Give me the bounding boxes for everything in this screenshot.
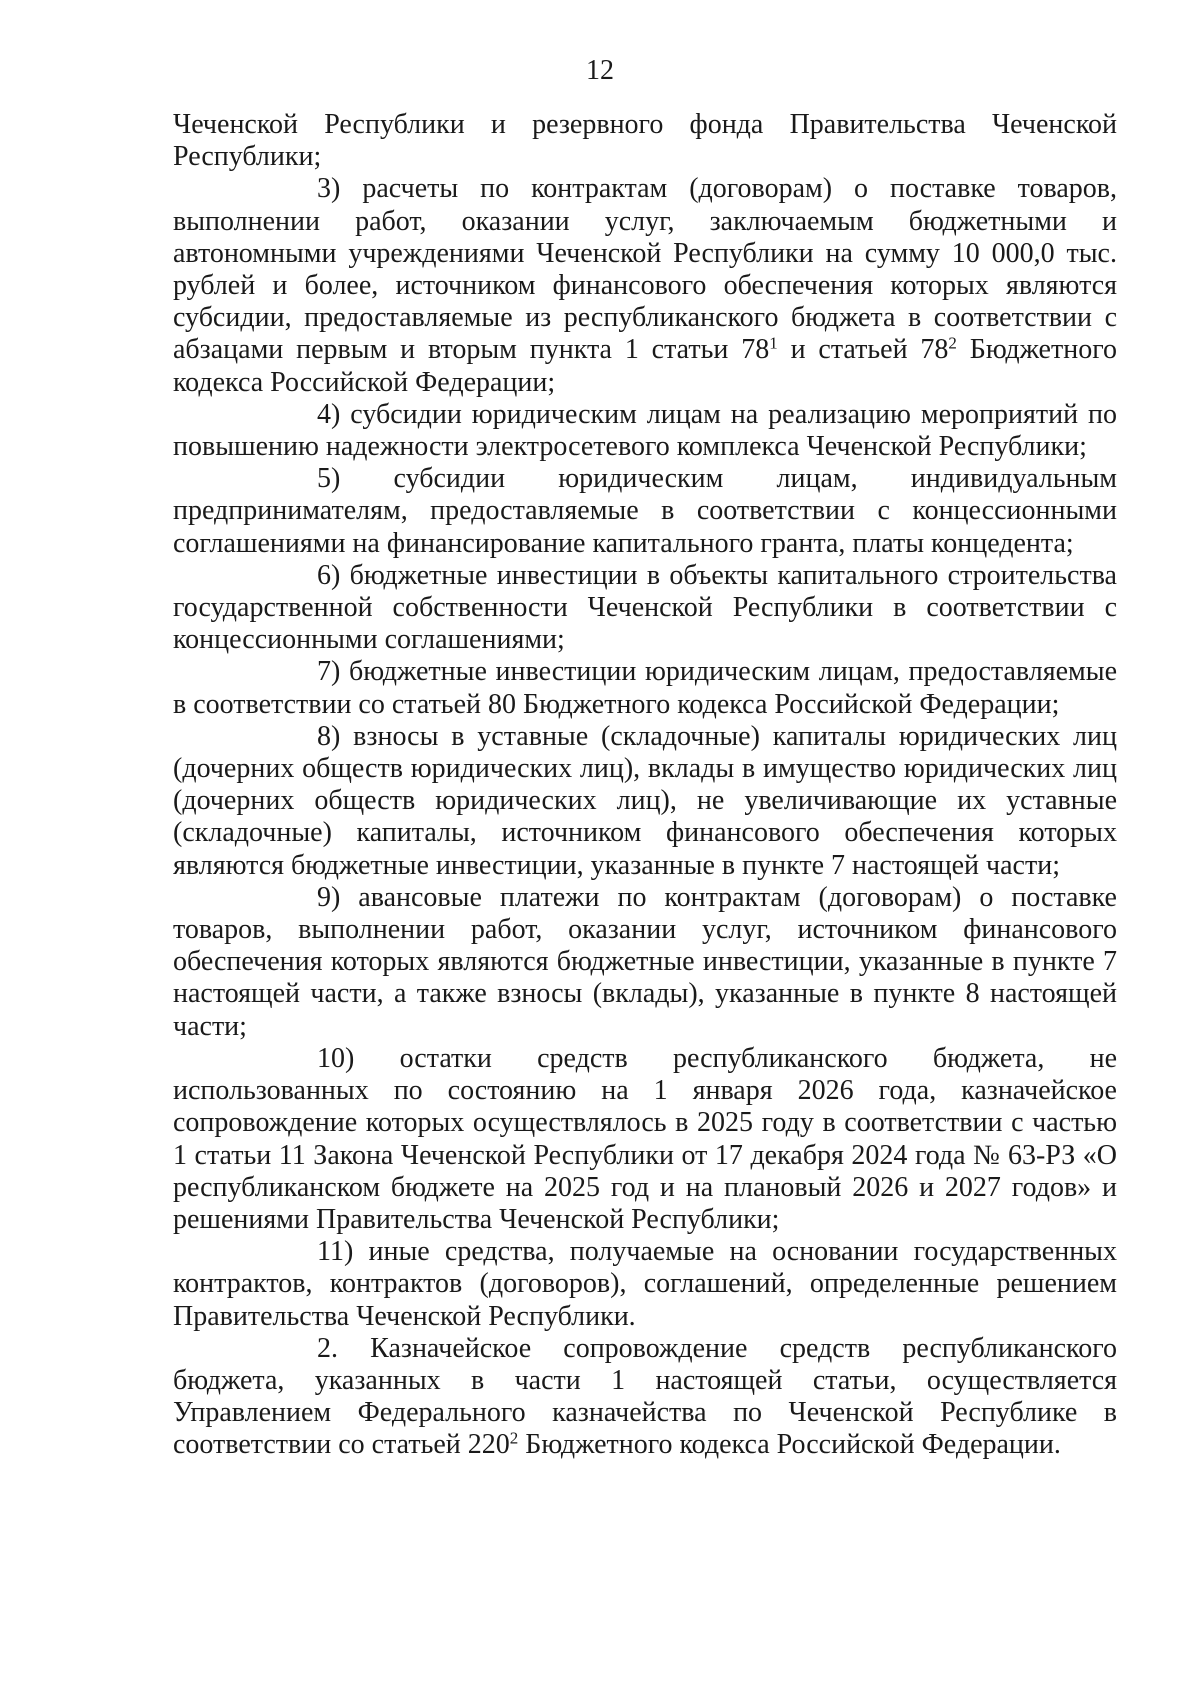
item-text-mid: и статьей 78 [777,334,949,366]
item-number: 4) [317,398,341,430]
superscript: 2 [509,1428,519,1448]
item-text: бюджетные инвестиции юридическим лицам, предоставляемые в соответствии со статьей 80 Бюджетного кодекса Российской Федерации; [173,656,1118,720]
list-item-4 [173,399,1117,463]
item-text: субсидии юридическим лицам на реализацию мероприятий по повышению надежности электросетевого комплекса Чеченской Республики; [173,398,1117,463]
item-number: 7) [317,656,341,688]
section-text: Казначейское сопровождение средств республиканского бюджета, указанных в части 1 настоящей статьи, осуществляется Управлением Федерального казначейства по Чеченской Республике в соответствии со статьей 220 [173,1332,1117,1461]
section-text-tail: Бюджетного кодекса Российской Федерации. [518,1429,1061,1461]
item-text: субсидии юридическим лицам, индивидуальным предпринимателям, предоставляемые в соответствии с концессионными соглашениями на финансирование капитального гранта, платы концедента; [173,463,1118,559]
item-text: расчеты по контрактам (договорам) о поставке товаров, выполнении работ, оказании услуг, заключаемым бюджетными и автономными учреждениями Чеченской Республики на сумму 10 000,0 тыс. рублей и более, источником финансового обеспечения которых являются субсидии, предоставляемые из республиканского бюджета в соответствии с абзацами первым и вторым пункта 1 статьи 78 [173,173,1118,366]
item-number: 9) [317,881,341,913]
document-body [173,109,1117,1462]
item-text: авансовые платежи по контрактам (договорам) о поставке товаров, выполнении работ, оказании услуг, источником финансового обеспечения которых являются бюджетные инвестиции, указанные в пункте 7 настоящей части, а также взносы (вклады), указанные в пункте 8 настоящей части; [173,881,1117,1042]
list-item-10 [173,1043,1117,1236]
paragraph-continuation [173,109,1117,173]
item-text: иные средства, получаемые на основании государственных контрактов, контрактов (договоров), соглашений, определенные решением Правительства Чеченской Республики. [173,1236,1117,1332]
item-text: взносы в уставные (складочные) капиталы юридических лиц (дочерних обществ юридических лиц), вклады в имущество юридических лиц (дочерних обществ юридических лиц), не увеличивающие их уставные (складочные) капиталы, источником финансового обеспечения которых являются бюджетные инвестиции, указанные в пункте 7 настоящей части; [173,720,1117,881]
superscript: 2 [948,334,957,354]
item-text: бюджетные инвестиции в объекты капитального строительства государственной собственности Чеченской Республики в соответствии с концессионными соглашениями; [173,559,1117,656]
list-item-11 [173,1236,1117,1333]
list-item-8 [173,721,1117,882]
paragraph-text: Чеченской Республики и резервного фонда Правительства Чеченской Республики; [173,109,1117,173]
item-number: 3) [317,173,341,205]
list-item-6 [173,560,1117,657]
section-number: 2. [317,1332,338,1364]
page-number: 12 [586,55,614,86]
list-item-3 [173,173,1117,398]
item-number: 11) [317,1236,354,1268]
section-2-paragraph [173,1333,1117,1462]
item-text-tail: Бюджетного кодекса Российской Федерации; [173,334,1117,398]
list-item-7 [173,656,1117,720]
superscript: 1 [769,334,778,354]
list-item-9 [173,882,1117,1043]
item-number: 10) [317,1042,355,1074]
item-number: 5) [317,463,341,495]
list-item-5 [173,463,1117,560]
item-number: 8) [317,720,341,752]
item-text: остатки средств республиканского бюджета, не использованных по состоянию на 1 января 2026 года, казначейское сопровождение которых осуществлялось в 2025 году в соответствии с частью 1 статьи 11 Закона Чеченской Республики от 17 декабря 2024 года № 63-РЗ «О республиканском бюджете на 2025 год и на плановый 2026 и 2027 годов» и решениями Правительства Чеченской Республики; [173,1042,1118,1235]
item-number: 6) [317,559,341,591]
